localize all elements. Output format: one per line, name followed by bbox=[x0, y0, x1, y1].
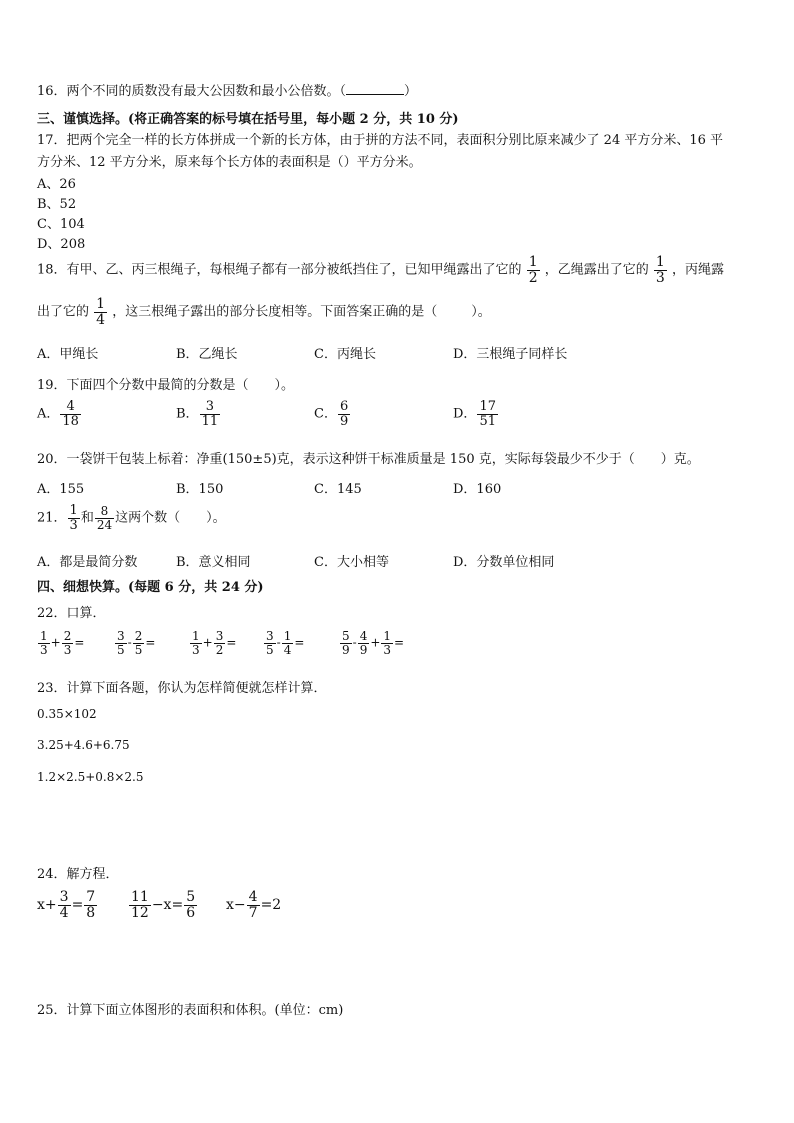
numerator: 1 bbox=[528, 254, 538, 270]
operator: − bbox=[233, 897, 246, 914]
question-22-title: 22．口算． bbox=[37, 606, 106, 621]
denominator: 5 bbox=[117, 642, 125, 657]
denominator: 3 bbox=[63, 642, 72, 657]
denominator: 6 bbox=[186, 904, 196, 921]
denominator: 5 bbox=[134, 642, 143, 657]
variable-x: x bbox=[226, 897, 234, 914]
denominator: 3 bbox=[192, 642, 200, 657]
question-23-item-2: 3.25+4.6+6.75 bbox=[37, 738, 130, 752]
denominator: 3 bbox=[383, 642, 392, 657]
numerator: 2 bbox=[63, 629, 72, 643]
numerator: 3 bbox=[117, 629, 125, 643]
question-17-option-a: A、26 bbox=[37, 177, 76, 192]
section-3-heading: 三、谨慎选择。(将正确答案的标号填在括号里，每小题 2 分，共 10 分) bbox=[37, 112, 459, 127]
denominator: 8 bbox=[86, 904, 96, 921]
numerator: 17 bbox=[479, 399, 496, 414]
operator: + bbox=[370, 635, 381, 650]
denominator: 4 bbox=[59, 904, 69, 921]
numerator: 1 bbox=[192, 629, 200, 643]
question-20-text: 20．一袋饼干包装上标着：净重(150±5)克，表示这种饼干标准质量是 150 克，实际每袋最少不少于（ ）克。 bbox=[37, 452, 700, 467]
answer-blank bbox=[346, 83, 404, 95]
question-19-text: 19．下面四个分数中最简的分数是（ ）。 bbox=[37, 378, 295, 393]
equals: = bbox=[74, 635, 85, 650]
option-fraction bbox=[60, 400, 81, 428]
numerator: 3 bbox=[59, 889, 69, 905]
fraction bbox=[190, 630, 202, 656]
denominator: 9 bbox=[359, 642, 368, 657]
question-18-text-6: ）。 bbox=[471, 304, 491, 320]
numerator: 5 bbox=[342, 629, 350, 643]
question-20-option-c: C．145 bbox=[314, 482, 362, 497]
question-18-option-d: D．三根绳子同样长 bbox=[453, 347, 568, 362]
equals: = bbox=[71, 897, 84, 914]
operator: - bbox=[352, 635, 357, 650]
question-19-option-c bbox=[314, 400, 351, 428]
mental-math-1 bbox=[37, 630, 84, 656]
equals: = bbox=[226, 635, 237, 650]
question-21-option-d: D．分数单位相同 bbox=[453, 555, 555, 570]
denominator: 24 bbox=[96, 517, 113, 532]
question-17-line-2: 方分米、12 平方分米，原来每个长方体的表面积是（）平方分米。 bbox=[37, 155, 422, 170]
question-21-number: 21． bbox=[37, 510, 67, 526]
question-21-option-b: B．意义相同 bbox=[176, 555, 251, 570]
mental-math-3 bbox=[189, 630, 236, 656]
mental-math-4 bbox=[263, 630, 304, 656]
question-23-item-3: 1.2×2.5+0.8×2.5 bbox=[37, 770, 144, 784]
fraction bbox=[133, 630, 145, 656]
numerator: 3 bbox=[200, 400, 221, 415]
right-hand-side: 2 bbox=[272, 897, 282, 914]
fraction bbox=[247, 890, 260, 920]
denominator: 4 bbox=[96, 311, 106, 328]
question-20-option-a: A．155 bbox=[37, 482, 85, 497]
numerator: 2 bbox=[134, 629, 143, 643]
question-19-option-b bbox=[176, 400, 221, 428]
fraction bbox=[129, 890, 151, 920]
equation-3 bbox=[226, 890, 281, 920]
numerator: 1 bbox=[40, 629, 48, 643]
option-label: C． bbox=[314, 406, 337, 422]
question-24-title: 24．解方程． bbox=[37, 867, 119, 882]
question-21-and: 和 bbox=[80, 510, 94, 526]
denominator: 7 bbox=[248, 904, 258, 921]
question-21-option-c: C．大小相等 bbox=[314, 555, 389, 570]
question-23-title: 23．计算下面各题，你认为怎样简便就怎样计算． bbox=[37, 681, 327, 696]
fraction bbox=[264, 630, 276, 656]
option-label: B． bbox=[176, 406, 199, 422]
question-17-option-d: D、208 bbox=[37, 237, 86, 252]
section-4-heading: 四、细想快算。(每题 6 分，共 24 分) bbox=[37, 580, 264, 595]
mental-math-5 bbox=[339, 630, 404, 656]
denominator: 9 bbox=[339, 413, 349, 429]
question-20-option-d: D．160 bbox=[453, 482, 502, 497]
question-18-text-2: ，乙绳露出了它的 bbox=[544, 262, 649, 278]
denominator: 3 bbox=[69, 517, 78, 533]
equals: = bbox=[260, 897, 273, 914]
operator: −x bbox=[151, 897, 172, 914]
question-18-text-4: 出了它的 bbox=[37, 304, 90, 320]
numerator: 3 bbox=[266, 629, 274, 643]
denominator: 3 bbox=[40, 642, 48, 657]
equals: = bbox=[294, 635, 305, 650]
option-label: D． bbox=[453, 406, 477, 422]
numerator: 4 bbox=[359, 629, 368, 643]
numerator: 5 bbox=[186, 889, 196, 905]
question-17-line-1: 17．把两个完全一样的长方体拼成一个新的长方体，由于拼的方法不同，表面积分别比原来减少了 24 平方分米、16 平 bbox=[37, 133, 724, 148]
question-18-text-1: 18．有甲、乙、丙三根绳子，每根绳子都有一部分被纸挡住了，已知甲绳露出了它的 bbox=[37, 262, 522, 278]
denominator: 3 bbox=[655, 269, 665, 286]
fraction bbox=[358, 630, 370, 656]
numerator: 1 bbox=[283, 629, 292, 643]
fraction bbox=[115, 630, 127, 656]
fraction bbox=[58, 890, 71, 920]
denominator: 4 bbox=[283, 642, 292, 657]
question-16-close: ） bbox=[404, 84, 418, 99]
operator: + bbox=[202, 635, 213, 650]
numerator: 4 bbox=[60, 400, 81, 415]
equals: = bbox=[171, 897, 184, 914]
denominator: 9 bbox=[342, 642, 350, 657]
question-16-text: 16．两个不同的质数没有最大公因数和最小公倍数。（ bbox=[37, 84, 347, 99]
question-23-item-1: 0.35×102 bbox=[37, 707, 97, 721]
numerator: 3 bbox=[215, 629, 224, 643]
denominator: 18 bbox=[62, 413, 79, 429]
question-17-option-c: C、104 bbox=[37, 217, 85, 232]
fraction bbox=[340, 630, 352, 656]
numerator: 1 bbox=[383, 629, 392, 643]
fraction bbox=[282, 630, 294, 656]
operator: + bbox=[50, 635, 61, 650]
numerator: 8 bbox=[95, 505, 114, 519]
numerator: 6 bbox=[339, 399, 349, 414]
fraction bbox=[381, 630, 393, 656]
equals: = bbox=[394, 635, 405, 650]
numerator: 11 bbox=[131, 889, 149, 905]
fraction bbox=[184, 890, 197, 920]
equals: = bbox=[145, 635, 156, 650]
numerator: 1 bbox=[69, 503, 78, 518]
option-fraction bbox=[200, 400, 221, 428]
fraction bbox=[62, 630, 74, 656]
fraction bbox=[214, 630, 226, 656]
question-18-option-a: A．甲绳长 bbox=[37, 347, 99, 362]
denominator: 51 bbox=[479, 413, 496, 429]
fraction-one-half bbox=[527, 255, 540, 285]
question-21-option-a: A．都是最简分数 bbox=[37, 555, 138, 570]
question-18-text-5: ，这三根绳子露出的部分长度相等。下面答案正确的是（ bbox=[112, 304, 438, 320]
option-fraction bbox=[338, 400, 350, 428]
fraction-eight-twentyfourths bbox=[95, 505, 114, 531]
question-17-option-b: B、52 bbox=[37, 197, 77, 212]
fraction-one-third bbox=[68, 504, 80, 532]
denominator: 5 bbox=[266, 642, 274, 657]
question-18-option-b: B．乙绳长 bbox=[176, 347, 238, 362]
question-19-option-d bbox=[453, 400, 499, 428]
question-20-option-b: B．150 bbox=[176, 482, 224, 497]
question-21 bbox=[37, 504, 226, 532]
operator: - bbox=[276, 635, 281, 650]
question-16 bbox=[37, 80, 417, 99]
numerator: 1 bbox=[96, 296, 106, 312]
numerator: 7 bbox=[86, 889, 96, 905]
question-19-option-a bbox=[37, 400, 82, 428]
option-label: A． bbox=[37, 406, 60, 422]
fraction bbox=[84, 890, 97, 920]
question-25-text: 25．计算下面立体图形的表面积和体积。(单位：cm) bbox=[37, 1003, 344, 1018]
denominator: 2 bbox=[528, 269, 538, 286]
equation-2 bbox=[128, 890, 198, 920]
option-fraction bbox=[477, 400, 498, 428]
question-18-line-1 bbox=[37, 255, 724, 285]
numerator: 4 bbox=[248, 889, 258, 905]
fraction bbox=[38, 630, 50, 656]
operator: - bbox=[127, 635, 132, 650]
fraction-one-third bbox=[654, 255, 667, 285]
question-18-line-2 bbox=[37, 297, 491, 327]
operator: + bbox=[44, 897, 57, 914]
question-18-text-3: ，丙绳露 bbox=[671, 262, 724, 278]
denominator: 12 bbox=[131, 904, 149, 921]
numerator: 1 bbox=[655, 254, 665, 270]
question-21-tail: 这两个数（ ）。 bbox=[115, 510, 226, 526]
denominator: 11 bbox=[201, 413, 219, 429]
equation-1 bbox=[37, 890, 98, 920]
denominator: 2 bbox=[215, 642, 224, 657]
mental-math-2 bbox=[114, 630, 155, 656]
fraction-one-quarter bbox=[94, 297, 107, 327]
question-18-option-c: C．丙绳长 bbox=[314, 347, 376, 362]
variable-x: x bbox=[37, 897, 45, 914]
